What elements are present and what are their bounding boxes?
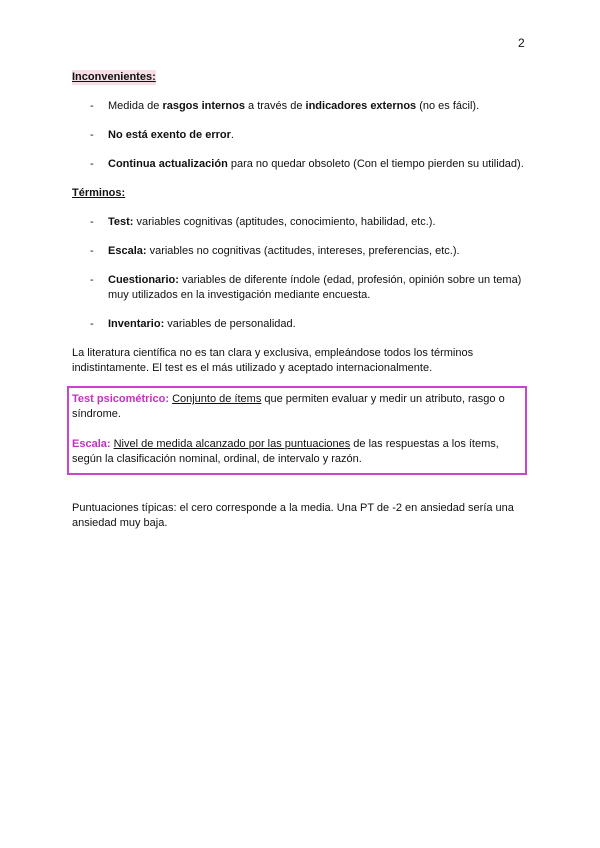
terminos-list [72,215,532,332]
item-bold: rasgos internos [162,100,245,112]
escala-underlined: Nivel de medida alcanzado por las puntuaciones [113,438,351,450]
term-label: Cuestionario: [108,274,179,286]
term-label: Escala: [108,245,147,257]
page-number: 2 [518,36,525,50]
puntuaciones-paragraph: Puntuaciones típicas: el cero corresponde a la media. Una PT de -2 en ansiedad sería una ansiedad muy baja. [72,502,514,529]
escala-rest: de las respuestas a los ítems, según la clasificación nominal, ordinal, de intervalo y razón. [72,438,499,465]
item-text: . [230,129,234,141]
escala-term: Escala: [72,438,111,450]
inconvenientes-list [72,99,532,172]
document-body [72,70,532,531]
terminos-heading: Términos: [72,187,126,199]
term-description: variables cognitivas (aptitudes, conocimiento, habilidad, etc.). [133,216,436,228]
list-item [72,244,532,259]
term-label: Inventario: [108,318,165,330]
list-item [72,273,532,303]
dash-bullet: - [90,158,94,170]
inconvenientes-heading: Inconvenientes: [72,71,156,83]
list-item [72,157,532,172]
dash-bullet: - [90,274,94,286]
term-description: variables de diferente índole (edad, profesión, opinión sobre un tema) muy utilizados en la investigación mediante encuesta. [108,274,522,301]
definitions-box [67,386,527,475]
dash-bullet: - [90,318,94,330]
item-text: a través de [244,100,306,112]
dash-bullet: - [90,129,94,141]
dash-bullet: - [90,100,94,112]
term-label: Test: [108,216,134,228]
item-text: para no quedar obsoleto (Con el tiempo pierden su utilidad). [227,158,524,170]
item-text: Medida de [108,100,163,112]
item-bold: No está exento de error [108,129,231,141]
test-underlined: Conjunto de ítems [172,393,262,405]
test-term: Test psicométrico: [72,393,169,405]
test-rest: que permiten evaluar y medir un atributo, rasgo o síndrome. [72,393,505,420]
list-item [72,99,532,114]
literatura-paragraph: La literatura científica no es tan clara y exclusiva, empleándose todos los términos indistintamente. El test es el más utilizado y aceptado internacionalmente. [72,347,474,374]
test-definition [72,392,523,422]
dash-bullet: - [90,216,94,228]
escala-definition [72,437,523,467]
item-bold: Continua actualización [108,158,228,170]
item-bold: indicadores externos [305,100,417,112]
list-item [72,317,532,332]
item-text: (no es fácil). [416,100,480,112]
term-description: variables no cognitivas (actitudes, intereses, preferencias, etc.). [146,245,460,257]
term-description: variables de personalidad. [164,318,296,330]
list-item [72,215,532,230]
dash-bullet: - [90,245,94,257]
terminos-section [72,186,532,332]
list-item [72,128,532,143]
inconvenientes-section [72,70,532,172]
